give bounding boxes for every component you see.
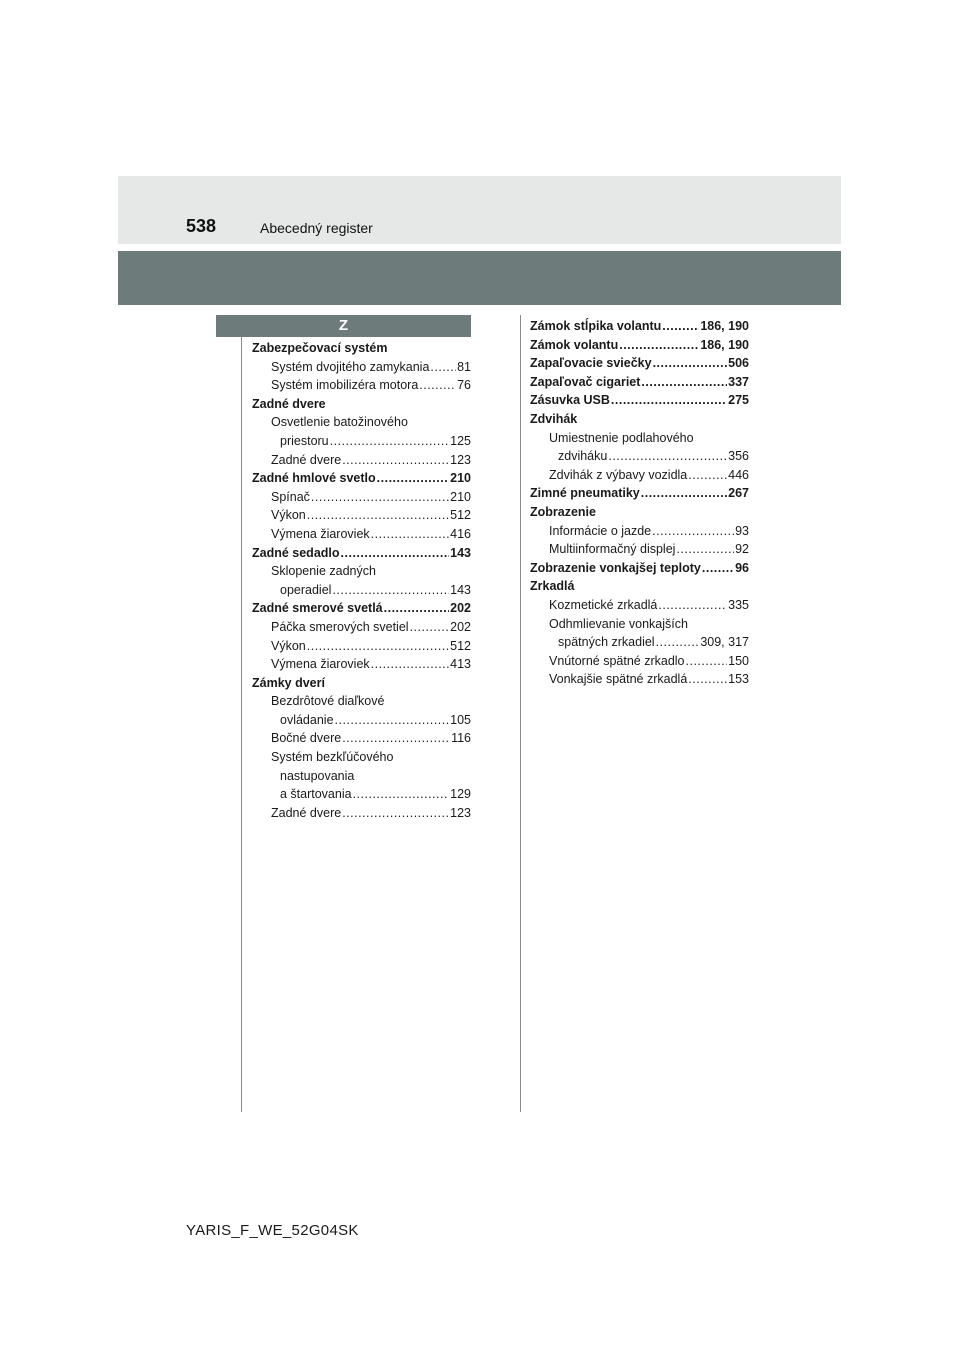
index-entry-label: Spínač	[271, 489, 310, 504]
index-column-left	[252, 339, 471, 822]
page-title: Abecedný register	[260, 220, 373, 236]
index-page-ref: 202	[450, 619, 471, 634]
index-entry-label: Výkon	[271, 638, 306, 653]
index-entry-label: operadiel	[280, 582, 332, 597]
index-entry	[252, 637, 471, 656]
dot-leader	[330, 432, 450, 451]
index-heading	[530, 410, 749, 429]
index-entry	[252, 729, 471, 748]
dot-leader	[410, 618, 450, 637]
index-entry	[530, 429, 749, 448]
index-entry-label: Zadné smerové svetlá	[252, 601, 383, 616]
index-page-ref: 210	[450, 489, 471, 504]
index-heading	[252, 469, 471, 488]
index-entry	[530, 447, 749, 466]
center-column-rule	[520, 315, 521, 1112]
index-entry-label: Zadné dvere	[271, 805, 342, 820]
dot-leader	[652, 522, 734, 541]
dot-leader	[307, 637, 449, 656]
index-entry-label: Zámok stĺpika volantu	[530, 319, 662, 333]
index-page-ref: 275	[728, 393, 749, 408]
dot-leader	[353, 785, 450, 804]
index-heading	[530, 503, 749, 522]
dot-leader	[619, 336, 699, 355]
index-heading	[530, 336, 749, 355]
index-entry	[252, 413, 471, 432]
index-page-ref: 416	[450, 526, 471, 541]
dot-leader	[311, 488, 449, 507]
dot-leader	[688, 466, 727, 485]
index-page-ref: 446	[728, 467, 749, 482]
index-entry	[530, 522, 749, 541]
index-entry-label: Zámok volantu	[530, 337, 619, 352]
index-heading	[252, 599, 471, 618]
index-entry	[252, 376, 471, 395]
dot-leader	[608, 447, 727, 466]
index-entry	[252, 562, 471, 581]
index-page-ref: 413	[450, 657, 471, 672]
index-page-ref: 210	[450, 471, 471, 486]
index-entry	[530, 652, 749, 671]
index-entry-label: Zobrazenie	[530, 504, 596, 519]
index-page-ref: 150	[728, 653, 749, 668]
index-entry	[530, 633, 749, 652]
index-heading	[530, 559, 749, 578]
index-heading	[252, 395, 471, 414]
index-entry-label: Zadné dvere	[271, 452, 342, 467]
index-heading	[252, 544, 471, 563]
index-heading	[530, 373, 749, 392]
index-entry	[252, 785, 471, 804]
index-heading	[530, 317, 749, 336]
index-entry	[252, 358, 471, 377]
dot-leader	[332, 581, 449, 600]
dot-leader	[611, 391, 727, 410]
dot-leader	[341, 544, 450, 563]
index-entry-label: Systém dvojitého zamykania	[271, 359, 430, 374]
index-entry	[252, 432, 471, 451]
index-entry-label: Zabezpečovací systém	[252, 341, 388, 355]
section-letter-bar: Z	[216, 315, 471, 337]
index-entry-label: Výkon	[271, 508, 306, 523]
dot-leader	[377, 469, 449, 488]
index-entry-label: Zdvihák	[530, 411, 578, 426]
dot-leader	[641, 484, 727, 503]
index-entry	[252, 804, 471, 823]
index-entry-label: Zadné sedadlo	[252, 545, 340, 560]
index-entry-label: Zapaľovač cigariet	[530, 374, 641, 389]
dot-leader	[430, 358, 456, 377]
index-page-ref: 116	[451, 731, 471, 746]
index-entry-label: zdviháku	[558, 449, 608, 464]
dot-leader	[307, 506, 449, 525]
index-entry-label: nastupovania	[280, 768, 355, 783]
dot-leader	[384, 599, 450, 618]
index-entry	[252, 767, 471, 786]
index-entry-label: Multiinformačný displej	[549, 542, 676, 557]
dot-leader	[686, 652, 728, 671]
index-entry-label: Systém imobilizéra motora	[271, 378, 419, 393]
index-entry	[530, 670, 749, 689]
index-entry-label: ovládanie	[280, 712, 334, 727]
dot-leader	[342, 451, 449, 470]
index-entry	[530, 540, 749, 559]
index-heading	[530, 354, 749, 373]
index-page-ref: 506	[728, 356, 749, 371]
index-entry	[252, 711, 471, 730]
index-page-ref: 76	[457, 378, 471, 393]
index-heading	[530, 577, 749, 596]
page-number: 538	[186, 216, 217, 236]
header-band	[118, 176, 841, 244]
index-entry-label: a štartovania	[280, 787, 352, 802]
index-entry	[252, 748, 471, 767]
dot-leader	[335, 711, 450, 730]
index-heading	[530, 391, 749, 410]
index-entry-label: Zámky dverí	[252, 675, 325, 690]
index-page-ref: 186, 190	[700, 337, 749, 352]
dot-leader	[371, 655, 449, 674]
index-entry	[530, 615, 749, 634]
dot-leader	[342, 804, 449, 823]
left-column-rule	[241, 337, 242, 1112]
index-entry-label: Vonkajšie spätné zrkadlá	[549, 672, 688, 687]
index-entry	[252, 451, 471, 470]
index-entry-label: Informácie o jazde	[549, 523, 652, 538]
index-page-ref: 186, 190	[700, 319, 749, 333]
index-heading	[252, 339, 471, 358]
index-entry-label: Zadné dvere	[252, 396, 326, 411]
index-entry-label: Bezdrôtové diaľkové	[271, 694, 385, 709]
dot-leader	[419, 376, 456, 395]
index-entry-label: Zdvihák z výbavy vozidla	[549, 467, 688, 482]
index-entry-label: Sklopenie zadných	[271, 564, 376, 579]
dot-leader	[656, 633, 700, 652]
index-heading	[530, 484, 749, 503]
document-code: YARIS_F_WE_52G04SK	[186, 1222, 359, 1239]
index-page-ref: 93	[735, 523, 749, 538]
dot-leader	[653, 354, 728, 373]
index-entry	[252, 488, 471, 507]
index-page-ref: 267	[728, 486, 749, 501]
index-entry-label: Zrkadlá	[530, 579, 575, 594]
index-page-ref: 105	[450, 712, 471, 727]
index-entry-label: Bočné dvere	[271, 731, 342, 746]
dot-leader	[688, 670, 727, 689]
index-entry	[252, 618, 471, 637]
index-page-ref: 356	[728, 449, 749, 464]
index-page-ref: 337	[728, 374, 749, 389]
dot-leader	[662, 317, 699, 336]
dot-leader	[702, 559, 734, 578]
index-entry-label: Odhmlievanie vonkajších	[549, 616, 688, 631]
index-entry-label: Zapaľovacie sviečky	[530, 356, 652, 371]
index-entry-label: Zásuvka USB	[530, 393, 610, 408]
index-page-ref: 202	[450, 601, 471, 616]
index-column-right	[530, 317, 749, 689]
dot-leader	[676, 540, 734, 559]
index-entry-label: spätných zrkadiel	[558, 635, 655, 650]
index-entry-label: priestoru	[280, 433, 329, 448]
index-page-ref: 123	[450, 452, 471, 467]
index-entry	[252, 692, 471, 711]
dot-leader	[658, 596, 727, 615]
dot-leader	[342, 729, 450, 748]
index-page-ref: 512	[450, 508, 471, 523]
index-page-ref: 143	[450, 545, 471, 560]
index-page-ref: 153	[728, 672, 749, 687]
index-page-ref: 512	[450, 638, 471, 653]
index-page-ref: 96	[735, 560, 749, 575]
index-page-ref: 123	[450, 805, 471, 820]
index-entry-label: Zobrazenie vonkajšej teploty	[530, 560, 701, 575]
index-entry-label: Zadné hmlové svetlo	[252, 471, 376, 486]
index-heading	[252, 674, 471, 693]
index-page-ref: 81	[457, 359, 471, 374]
index-entry-label: Umiestnenie podlahového	[549, 430, 694, 445]
index-entry	[530, 596, 749, 615]
index-entry-label: Zimné pneumatiky	[530, 486, 640, 501]
index-entry	[530, 466, 749, 485]
index-entry-label: Výmena žiaroviek	[271, 526, 370, 541]
dot-leader	[641, 373, 727, 392]
index-entry	[252, 581, 471, 600]
index-entry-label: Vnútorné spätné zrkadlo	[549, 653, 685, 668]
index-page-ref: 125	[450, 433, 471, 448]
index-entry	[252, 655, 471, 674]
index-entry-label: Kozmetické zrkadlá	[549, 597, 658, 612]
index-page-ref: 309, 317	[700, 635, 749, 650]
chapter-band	[118, 251, 841, 305]
index-entry-label: Systém bezkľúčového	[271, 750, 394, 765]
index-page-ref: 335	[728, 597, 749, 612]
index-entry	[252, 525, 471, 544]
index-page-ref: 143	[450, 582, 471, 597]
index-entry	[252, 506, 471, 525]
index-page-ref: 92	[735, 542, 749, 557]
index-page-ref: 129	[450, 787, 471, 802]
index-entry-label: Osvetlenie batožinového	[271, 415, 408, 430]
dot-leader	[371, 525, 449, 544]
index-entry-label: Výmena žiaroviek	[271, 657, 370, 672]
index-entry-label: Páčka smerových svetiel	[271, 619, 409, 634]
